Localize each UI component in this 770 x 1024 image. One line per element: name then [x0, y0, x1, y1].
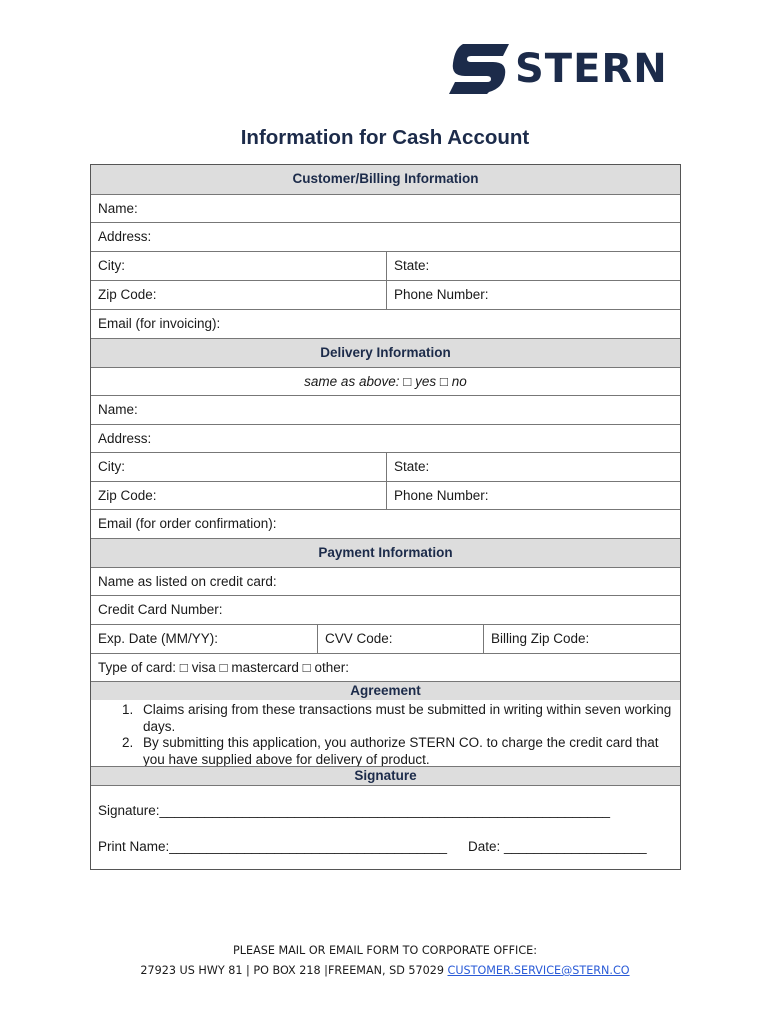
card-number-field[interactable]: Credit Card Number:	[98, 602, 223, 617]
delivery-phone-field[interactable]: Phone Number:	[386, 482, 680, 509]
footer-instruction: PLEASE MAIL OR EMAIL FORM TO CORPORATE OFFICE:	[233, 944, 537, 957]
print-name-field[interactable]: Print Name:_____________________________________	[98, 839, 448, 854]
footer-address: 27923 US HWY 81 | PO BOX 218 |FREEMAN, SD 57029	[140, 964, 448, 977]
customer-email-row[interactable]	[91, 309, 680, 338]
page-title: Information for Cash Account	[240, 126, 530, 149]
signature-header	[91, 767, 680, 786]
delivery-name-field[interactable]: Name:	[98, 402, 138, 417]
customer-city-field[interactable]: City:	[98, 258, 125, 273]
agreement-header	[91, 682, 680, 700]
date-field[interactable]: Date: ___________________	[468, 839, 647, 854]
delivery-address-field[interactable]: Address:	[98, 431, 152, 446]
delivery-header-label: Delivery Information	[320, 345, 451, 360]
name-on-card-row[interactable]	[91, 567, 680, 595]
payment-header-label: Payment Information	[318, 545, 453, 560]
customer-zip-phone-row	[91, 280, 680, 309]
signature-field[interactable]: Signature:____________________________________________________________	[98, 803, 611, 818]
customer-billing-header-label: Customer/Billing Information	[292, 171, 479, 186]
cvv-field[interactable]: CVV Code:	[317, 625, 483, 653]
agreement-item	[91, 702, 680, 735]
card-type-row[interactable]	[91, 653, 680, 681]
logo-wordmark: STERN	[515, 46, 668, 92]
name-on-card-field[interactable]: Name as listed on credit card:	[98, 574, 277, 589]
billing-zip-field[interactable]: Billing Zip Code:	[483, 625, 680, 653]
delivery-email-row[interactable]	[91, 509, 680, 538]
customer-name-row[interactable]	[91, 194, 680, 222]
stern-logo	[449, 44, 681, 94]
delivery-city-state-row	[91, 452, 680, 481]
exp-date-field[interactable]: Exp. Date (MM/YY):	[98, 631, 219, 646]
same-as-above-options[interactable]: same as above: □ yes □ no	[304, 374, 467, 389]
signature-header-label: Signature	[354, 768, 417, 783]
delivery-name-row[interactable]	[91, 395, 680, 424]
delivery-address-row[interactable]	[91, 424, 680, 452]
delivery-zip-phone-row	[91, 481, 680, 509]
stern-s-logo-icon	[449, 44, 509, 94]
customer-phone-field[interactable]: Phone Number:	[386, 281, 680, 309]
signature-section	[91, 766, 680, 869]
customer-address-row[interactable]	[91, 222, 680, 251]
footer	[0, 941, 770, 981]
customer-address-field[interactable]: Address:	[98, 229, 152, 244]
customer-name-field[interactable]: Name:	[98, 201, 138, 216]
cash-account-form	[90, 164, 681, 870]
delivery-city-field[interactable]: City:	[98, 459, 125, 474]
agreement-section	[91, 681, 680, 766]
customer-billing-header	[91, 165, 680, 194]
agreement-item-text: Claims arising from these transactions must be submitted in writing within seven working days.	[143, 702, 672, 734]
delivery-email-field[interactable]: Email (for order confirmation):	[98, 516, 277, 531]
customer-city-state-row	[91, 251, 680, 280]
agreement-item-number: 1.	[122, 702, 134, 717]
agreement-header-label: Agreement	[350, 683, 421, 698]
delivery-state-field[interactable]: State:	[386, 453, 680, 481]
card-type-options[interactable]: Type of card: □ visa □ mastercard □ other:	[98, 660, 350, 675]
customer-zip-field[interactable]: Zip Code:	[98, 287, 157, 302]
agreement-list	[91, 702, 680, 768]
payment-header	[91, 538, 680, 567]
card-number-row[interactable]	[91, 595, 680, 624]
card-details-row	[91, 624, 680, 653]
agreement-item	[91, 735, 680, 768]
agreement-item-number: 2.	[122, 735, 134, 750]
customer-state-field[interactable]: State:	[386, 252, 680, 280]
customer-email-field[interactable]: Email (for invoicing):	[98, 316, 221, 331]
footer-email-link[interactable]: CUSTOMER.SERVICE@STERN.CO	[447, 964, 630, 977]
same-as-above-row[interactable]	[91, 367, 680, 395]
footer-address-line	[0, 961, 770, 981]
agreement-item-text: By submitting this application, you authorize STERN CO. to charge the credit card that you have supplied above for delivery of product.	[143, 735, 659, 767]
delivery-zip-field[interactable]: Zip Code:	[98, 488, 157, 503]
delivery-header	[91, 338, 680, 367]
